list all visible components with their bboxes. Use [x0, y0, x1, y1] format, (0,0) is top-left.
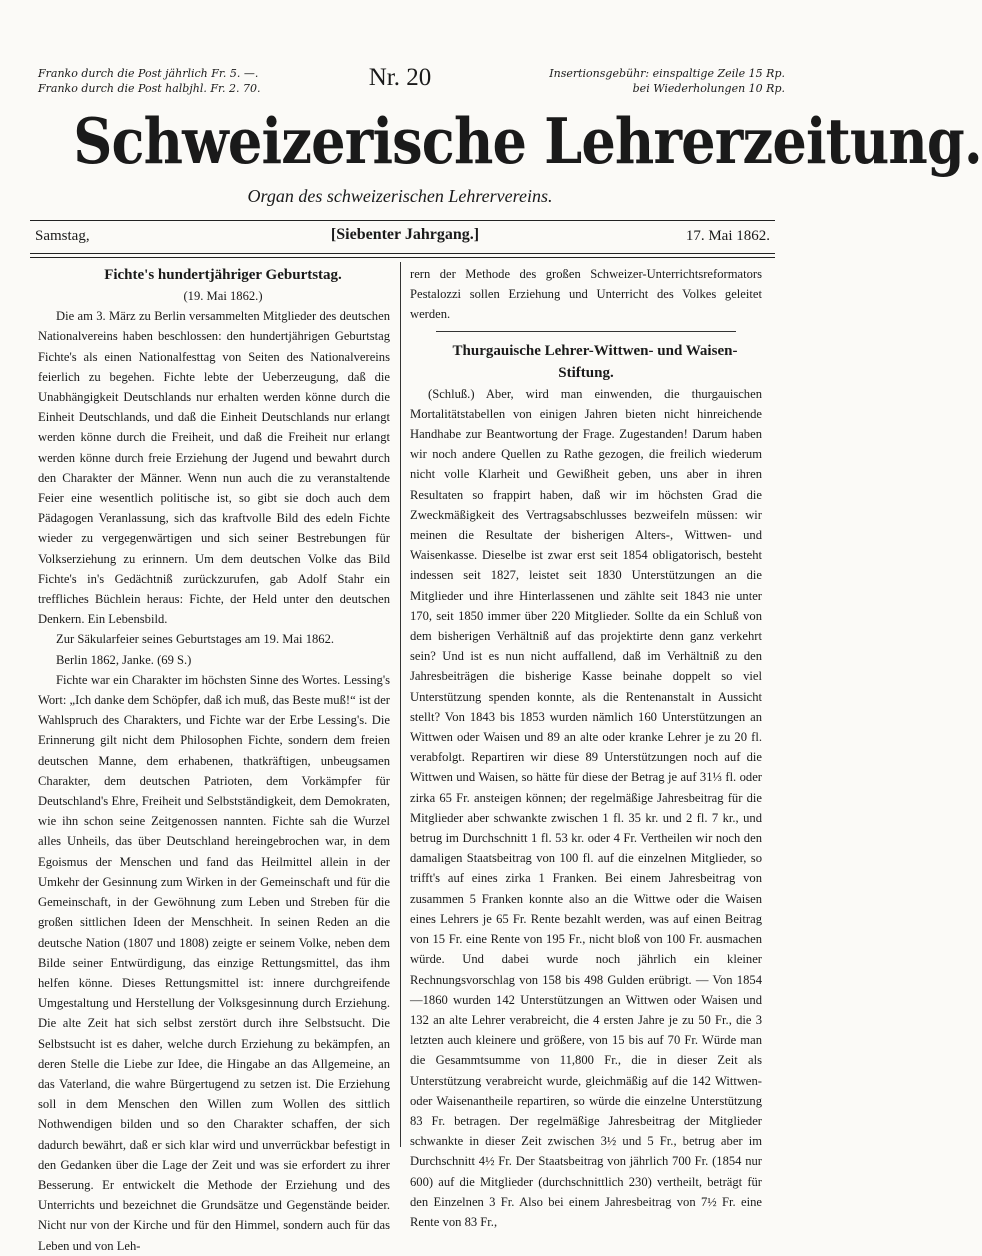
paragraph: Fichte war ein Charakter im höchsten Sinne des Wortes. Lessing's Wort: „Ich danke dem Schöpfer, daß ich muß, das Beste muß!“ ist der Wahlspruch des Charakters, und Fichte war der Erbe Lessing's. Die Erinnerung gilt nicht dem Philosophen Fichte, sondern dem freien deutschen Manne, dem erhabenen, thatkräftigen, unbeugsamen Charakter, dem deutschen Patrioten, dem Vorkämpfer für Deutschland's Ehre, Freiheit und Selbstständigkeit, dem Demokraten, wie ihn schon seine Zeitgenossen nannten. Fichte sah die Wurzel alles Unheils, das über Deutschland hereingebrochen war, in dem Egoismus der Menschen und fand das Heilmittel allein in der Umkehr der Gesinnung zum Wirken in der Gemeinschaft und für die Gemeinschaft, in der Gewöhnung zum Leben und Streben für die großen sittlichen Ideen der Menschheit. In seinen Reden an die deutsche Nation (1807 und 1808) zeigte er seinem Volke, neben dem Bilde seiner Entwürdigung, das einzige Rettungsmittel, das ihm helfen könne. Dieses Rettungsmittel ist: innere durchgreifende Umgestaltung und Herstellung der Volksgesinnung durch Erziehung. Die alte Zeit hat sich selbst zerstört durch ihre Selbstsucht. Die Selbstsucht ist es daher, welche durch Erziehung zu bekämpfen, an deren Stelle die Liebe zur Idee, die Hingabe an das Allgemeine, an das Vaterland, die wahre Bürgertugend zu setzen ist. Die Erziehung soll in dem Menschen den Willen zum Wollen des sittlich Nothwendigen bilden und so den Charakter schaffen, der sich dadurch bewährt, daß er sich klar wird und unverrückbar befestigt in den Gedanken über die Lage der Zeit und was sie erfordert zu ihrer Besserung. Er entwickelt die Methode der Erziehung und des Unterrichts und bezeichnet die Grundsätze und Gegenstände beider. Nicht nur von der Kirche und für den Himmel, sondern auch für das Leben und von Leh- — [38, 672, 390, 1253]
subscription-info — [38, 66, 308, 96]
advert-rate-line: Insertionsgebühr: einspaltige Zeile 15 Rp. — [549, 67, 785, 80]
advert-repeat-rate: bei Wiederholungen 10 Rp. — [632, 82, 785, 95]
volume-label: [Siebenter Jahrgang.] — [330, 226, 480, 243]
masthead-subtitle: Organ des schweizerischen Lehrervereins. — [247, 186, 553, 206]
issue-number: Nr. 20 — [368, 64, 432, 91]
paragraph: Berlin 1862, Janke. (69 S.) — [56, 652, 192, 667]
paragraph-continued: rern der Methode des großen Schweizer-Unterrichtsreformators Pestalozzi sollen Erziehung und Unterricht des Volkes geleitet werden. — [410, 267, 762, 322]
advert-rates — [545, 66, 785, 96]
masthead-title: Schweizerische Lehrerzeitung. — [73, 104, 982, 178]
article-title-fichte: Fichte's hundertjähriger Geburtstag. — [104, 267, 342, 283]
paragraph: (Schluß.) Aber, wird man einwenden, die thurgauischen Mortalitätstabellen von einigen Jahren bieten nicht hinreichende Handhabe zur Beantwortung der Frage. Zugestanden! Darum haben wir noch andere Quellen zu Rathe gezogen, die freilich wiederum nicht volle Klarheit und Gewißheit geben, uns aber in ihren Resultaten so frappirt haben, daß wir im höchsten Grad die Zweckmäßigkeit des Vertragsabschlusses bezweifeln müssen: wir meinen die Resultate der bisherigen Alters-, Wittwen- und Waisenkasse. Dieselbe ist zwar erst seit 1854 obligatorisch, besteht indessen seit 1827, leistet seit 1830 Unterstützungen an die Mitglieder und ihre Hinterlassenen und zählte seit 1843 nie unter 170, seit 1850 immer über 220 Mitglieder. Sollte da ein Schluß von dem bisherigen Verhältniß auf das projektirte denn ganz verkehrt sein? Und ist es nun nicht auffallend, daß im Verhältniß zu den Jahresbeiträgen die bisherige Kasse beinahe doppelt so viel Unterstützung spenden konnte, als die Rentenanstalt in Aussicht stellt? Von 1843 bis 1853 wurden nämlich 160 Unterstützungen an Wittwen oder Waisen und 89 an alte oder kranke Lehrer je zu 20 fl. verabfolgt. Repartiren wir diese 89 Unterstützungen noch auf die Wittwen und Waisen, so hätte für diese der Betrag je auf 31⅓ fl. oder zirka 65 Fr. ansteigen können; der regelmäßige Jahresbeitrag für die Mitglieder aber schwankte zwischen 1 fl. 35 kr. und 2 fl. 7 kr., und betrug im Durchschnitt 1 fl. 53 kr. oder 4 Fr. Vertheilen wir noch den damaligen Staatsbeitrag von 100 fl. auf die einzelnen Mitglieder, so trifft's auf eines zirka 1 Franken. Bei einem Jahresbeitrag von zusammen 5 Franken konnte also an die Wittwe oder die Waisen eines Lehrers je 65 Fr. Rente bezahlt werden, was auf einen Beitrag von 15 Fr. eine Rente von 195 Fr., nicht bloß von 100 Fr. ausmachen würde. Und dabei wurde noch jährlich ein kleiner Rechnungsvorschlag von 158 bis 498 Gulden erübrigt. — Von 1854—1860 wurden 142 Unterstützungen an Wittwen oder Waisen und 132 an alte Lehrer verabreicht, die 4 ersten Jahre je zu 50 Fr., die 3 letzten auch kleinere und größere, von 15 bis auf 70 Fr. Würde man die Gesammtsumme von 11,800 Fr., die in dieser Zeit als Unterstützung verabreicht wurde, gleichmäßig auf die 142 Wittwen- oder Waisenantheile repartiren, so würde die einzelne Unterstützung 83 Fr. betragen. Der regelmäßige Jahresbeitrag der Mitglieder schwankte in dieser Zeit zwischen 3½ und 5 Fr., betrug aber im Durchschnitt 4½ Fr. Der Staatsbeitrag von jährlich 700 Fr. (1854 nur 600) auf die Mitglieder (durchschnittlich 230) vertheilt, beträgt für den Einzelnen 3 Fr. Also bei einem Jahresbeitrag von 7½ Fr. eine Rente von 83 Fr., — [410, 386, 762, 1229]
article-date-fichte: (19. Mai 1862.) — [183, 289, 263, 303]
issue-date: 17. Mai 1862. — [685, 228, 770, 244]
weekday: Samstag, — [35, 228, 90, 244]
subscription-annual: Franko durch die Post jährlich Fr. 5. —. — [38, 67, 259, 80]
paragraph: Zur Säkularfeier seines Geburtstages am 19. Mai 1862. — [56, 632, 335, 647]
article-separator — [436, 331, 736, 332]
date-rule — [30, 253, 775, 258]
article-title-stiftung: Thurgauische Lehrer-Wittwen- und Waisen-Stiftung. — [452, 342, 738, 381]
header-rule — [30, 220, 775, 221]
column-divider — [400, 262, 401, 1147]
left-column — [38, 264, 390, 1256]
right-column — [410, 264, 762, 1232]
paragraph: Die am 3. März zu Berlin versammelten Mitglieder des deutschen Nationalvereins haben beschlossen: den hundertjährigen Geburtstag Fichte's als einen Nationalfesttag von Seiten des Nationalvereins feierlich zu begehen. Fichte lebte der Ueberzeugung, daß die Unabhängigkeit Deutschlands nur erhalten werden könne durch die Einheit Deutschlands, und daß die Einheit Deutschlands nur erlangt werden könne durch die Freiheit, und daß die Freiheit nur erlangt werden könne durch freie Erziehung der Jugend und bewahrt durch den Charakter der Männer. Wenn nun auch die zu veranstaltende Feier eine wesentlich politische ist, so gibt sie doch auch dem Pädagogen Veranlassung, sich das kraftvolle Bild des edeln Fichte wieder zu vergegenwärtigen und sich seiner Bestrebungen für Volkserziehung zu erinnern. Um dem deutschen Volke das Bild Fichte's in's Gedächtniß zurückzurufen, gab Adolf Stahr ein treffliches Büchlein heraus: Fichte, der Held unter den deutschen Denkern. Ein Lebensbild. — [38, 309, 390, 627]
subscription-half-year: Franko durch die Post halbjhl. Fr. 2. 70. — [38, 82, 261, 95]
